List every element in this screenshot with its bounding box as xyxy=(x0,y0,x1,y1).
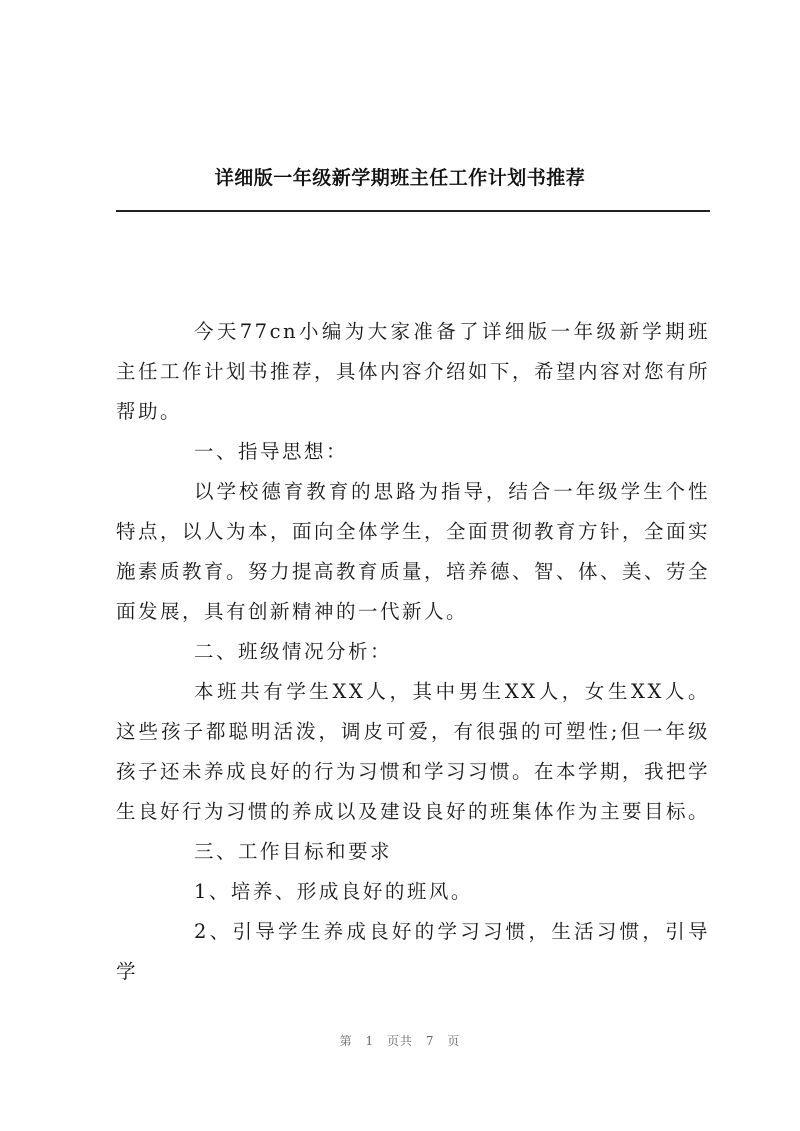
guiding-thought-paragraph: 以学校德育教育的思路为指导，结合一年级学生个性特点，以人为本，面向全体学生，全面贯彻教育方针，全面实施素质教育。努力提高教育质量，培养德、智、体、美、劳全面发展，具有创新精神的一代新人。 xyxy=(116,480,711,623)
section-heading-goals: 三、工作目标和要求 xyxy=(194,840,393,863)
section-heading-guiding-thought: 一、指导思想： xyxy=(194,440,349,463)
footer-total-pages: 7 xyxy=(425,1034,435,1048)
footer-current-page: 1 xyxy=(365,1034,375,1048)
footer-label-of: 页共 xyxy=(386,1034,413,1048)
document-title: 详细版一年级新学期班主任工作计划书推荐 xyxy=(214,167,586,189)
goal-item-1: 1、培养、形成良好的班风。 xyxy=(194,880,473,903)
footer-label-page: 第 xyxy=(339,1034,353,1048)
page-footer xyxy=(0,1032,800,1049)
class-analysis-paragraph: 本班共有学生XX人，其中男生XX人，女生XX人。这些孩子都聪明活泼，调皮可爱，有很强的可塑性;但一年级孩子还未养成良好的行为习惯和学习习惯。在本学期，我把学生良好行为习惯的养成以及建设良好的班集体作为主要目标。 xyxy=(116,680,711,823)
title-underline xyxy=(116,210,710,212)
intro-paragraph: 今天77cn小编为大家准备了详细版一年级新学期班主任工作计划书推荐，具体内容介绍如下，希望内容对您有所帮助。 xyxy=(116,320,711,423)
section-heading-class-analysis: 二、班级情况分析： xyxy=(194,640,393,663)
document-body xyxy=(116,312,710,992)
footer-label-end: 页 xyxy=(447,1034,461,1048)
goal-item-2: 2、引导学生养成良好的学习习惯，生活习惯，引导学 xyxy=(116,920,710,983)
